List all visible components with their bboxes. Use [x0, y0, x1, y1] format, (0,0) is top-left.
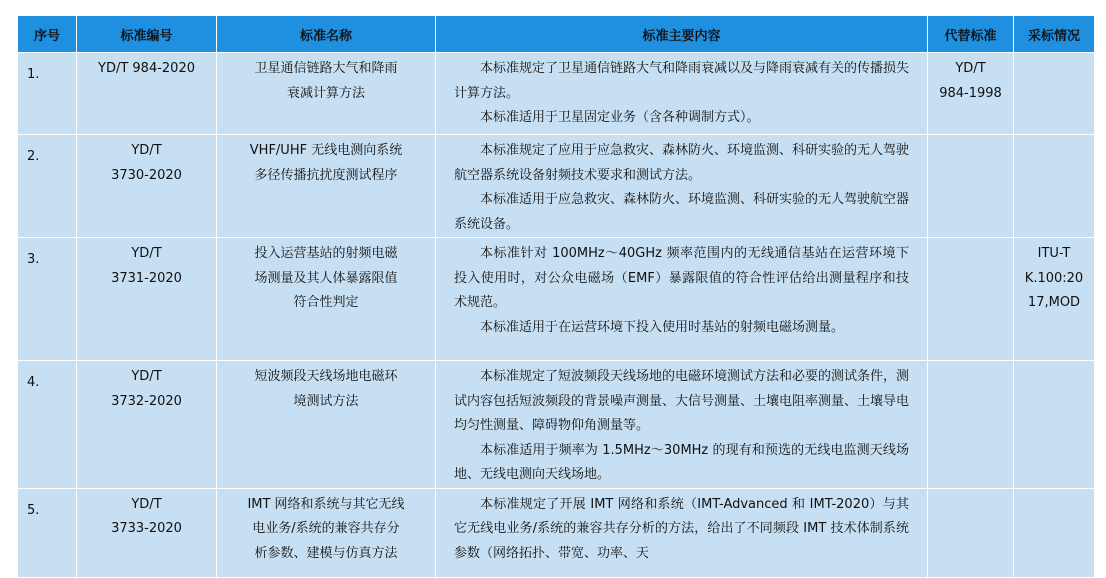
header-row [18, 16, 1095, 53]
header-adoption: 采标情况 [1014, 16, 1095, 53]
standard-code-line: YD/T [131, 496, 162, 512]
standard-name-line: 短波频段天线场地电磁环 [254, 369, 398, 384]
standard-name [217, 361, 436, 489]
standard-name-line: 多径传播抗扰度测试程序 [254, 167, 398, 183]
content-paragraph: 本标准适用于应急救灾、森林防火、环境监测、科研实验的无人驾驶航空器系统设备。 [454, 192, 910, 232]
standard-name-line: 场测量及其人体暴露限值 [254, 270, 398, 286]
standard-name-line: 投入运营基站的射频电磁 [254, 246, 398, 261]
content-paragraph: 本标准针对 100MHz～40GHz 频率范围内的无线通信基站在运营环境下投入使用时，对公众电磁场（EMF）暴露限值的符合性评估给出测量程序和技术规范。 [454, 246, 909, 310]
standard-name [217, 238, 436, 361]
content-paragraph: 本标准适用于频率为 1.5MHz～30MHz 的现有和预选的无线电监测天线场地、无线电测向天线场地。 [454, 442, 909, 482]
standard-name-line: 电业务/系统的兼容共存分 [252, 521, 400, 536]
content-paragraph: 本标准适用于在运营环境下投入使用时基站的射频电磁场测量。 [480, 319, 845, 335]
header-replaces: 代替标准 [928, 16, 1014, 53]
standard-name-line: 衰减计算方法 [286, 85, 365, 101]
row-index: 4. [18, 361, 77, 489]
header-name: 标准名称 [217, 16, 436, 53]
standard-name-line: 析参数、建模与仿真方法 [254, 545, 398, 561]
standard-name [217, 135, 436, 238]
standard-code [77, 135, 217, 238]
table-row [18, 488, 1095, 577]
standard-code-line: YD/T [131, 143, 162, 158]
row-index: 3. [18, 238, 77, 361]
standard-name-line: IMT 网络和系统与其它无线 [247, 496, 405, 512]
standard-code [77, 53, 217, 135]
standard-code-line: 3733-2020 [111, 521, 182, 536]
replaces-standard [928, 53, 1014, 135]
table-row [18, 135, 1095, 238]
standard-code-line: 3730-2020 [111, 167, 182, 183]
header-content: 标准主要内容 [436, 16, 928, 53]
standard-code-line: 3732-2020 [111, 393, 182, 409]
header-code: 标准编号 [77, 16, 217, 53]
adoption-status [1014, 361, 1095, 489]
standard-content [436, 238, 928, 361]
adoption-status-line: ITU-T [1037, 246, 1071, 261]
adoption-status-line: 17,MOD [1027, 295, 1081, 310]
standard-name [217, 488, 436, 577]
content-paragraph: 本标准适用于卫星固定业务（含各种调制方式）。 [480, 110, 760, 125]
standard-name-line: 境测试方法 [293, 393, 359, 409]
standard-name-line: 符合性判定 [293, 295, 359, 310]
standard-content [436, 361, 928, 489]
standard-content [436, 53, 928, 135]
table-row [18, 53, 1095, 135]
adoption-status [1014, 238, 1095, 361]
table-row [18, 361, 1095, 489]
standard-code-line: YD/T [131, 369, 162, 384]
replaces-standard [928, 238, 1014, 361]
standard-code-line: 3731-2020 [111, 270, 182, 286]
replaces-standard-line: YD/T [955, 61, 986, 76]
replaces-standard [928, 488, 1014, 577]
standard-name-line: VHF/UHF 无线电测向系统 [249, 143, 403, 158]
header-index: 序号 [18, 16, 77, 53]
replaces-standard [928, 135, 1014, 238]
standard-name [217, 53, 436, 135]
standard-content [436, 135, 928, 238]
row-index: 2. [18, 135, 77, 238]
standard-content [436, 488, 928, 577]
content-paragraph: 本标准规定了开展 IMT 网络和系统（IMT-Advanced 和 IMT-2020）与其它无线电业务/系统的兼容共存分析的方法，给出了不同频段 IMT 技术体制系统参数（网络拓扑、带宽、功率、天 [454, 496, 909, 561]
standard-code-line: YD/T [131, 246, 162, 261]
standard-code-line: YD/T 984-2020 [98, 61, 195, 76]
standard-code [77, 488, 217, 577]
replaces-standard-line: 984-1998 [939, 85, 1002, 101]
content-paragraph: 本标准规定了短波频段天线场地的电磁环境测试方法和必要的测试条件，测试内容包括短波频段的背景噪声测量、大信号测量、土壤电阻率测量、土壤导电均匀性测量、障碍物仰角测量等。 [454, 369, 910, 433]
adoption-status [1014, 53, 1095, 135]
table-row [18, 238, 1095, 361]
row-index: 1. [18, 53, 77, 135]
content-paragraph: 本标准规定了应用于应急救灾、森林防火、环境监测、科研实验的无人驾驶航空器系统设备射频技术要求和测试方法。 [454, 143, 910, 183]
content-paragraph: 本标准规定了卫星通信链路大气和降雨衰减以及与降雨衰减有关的传播损失计算方法。 [454, 61, 910, 101]
standard-name-line: 卫星通信链路大气和降雨 [254, 61, 398, 76]
adoption-status [1014, 135, 1095, 238]
row-index: 5. [18, 488, 77, 577]
standard-code [77, 361, 217, 489]
adoption-status [1014, 488, 1095, 577]
standard-code [77, 238, 217, 361]
replaces-standard [928, 361, 1014, 489]
adoption-status-line: K.100:20 [1024, 270, 1084, 286]
standards-table [17, 15, 1095, 578]
